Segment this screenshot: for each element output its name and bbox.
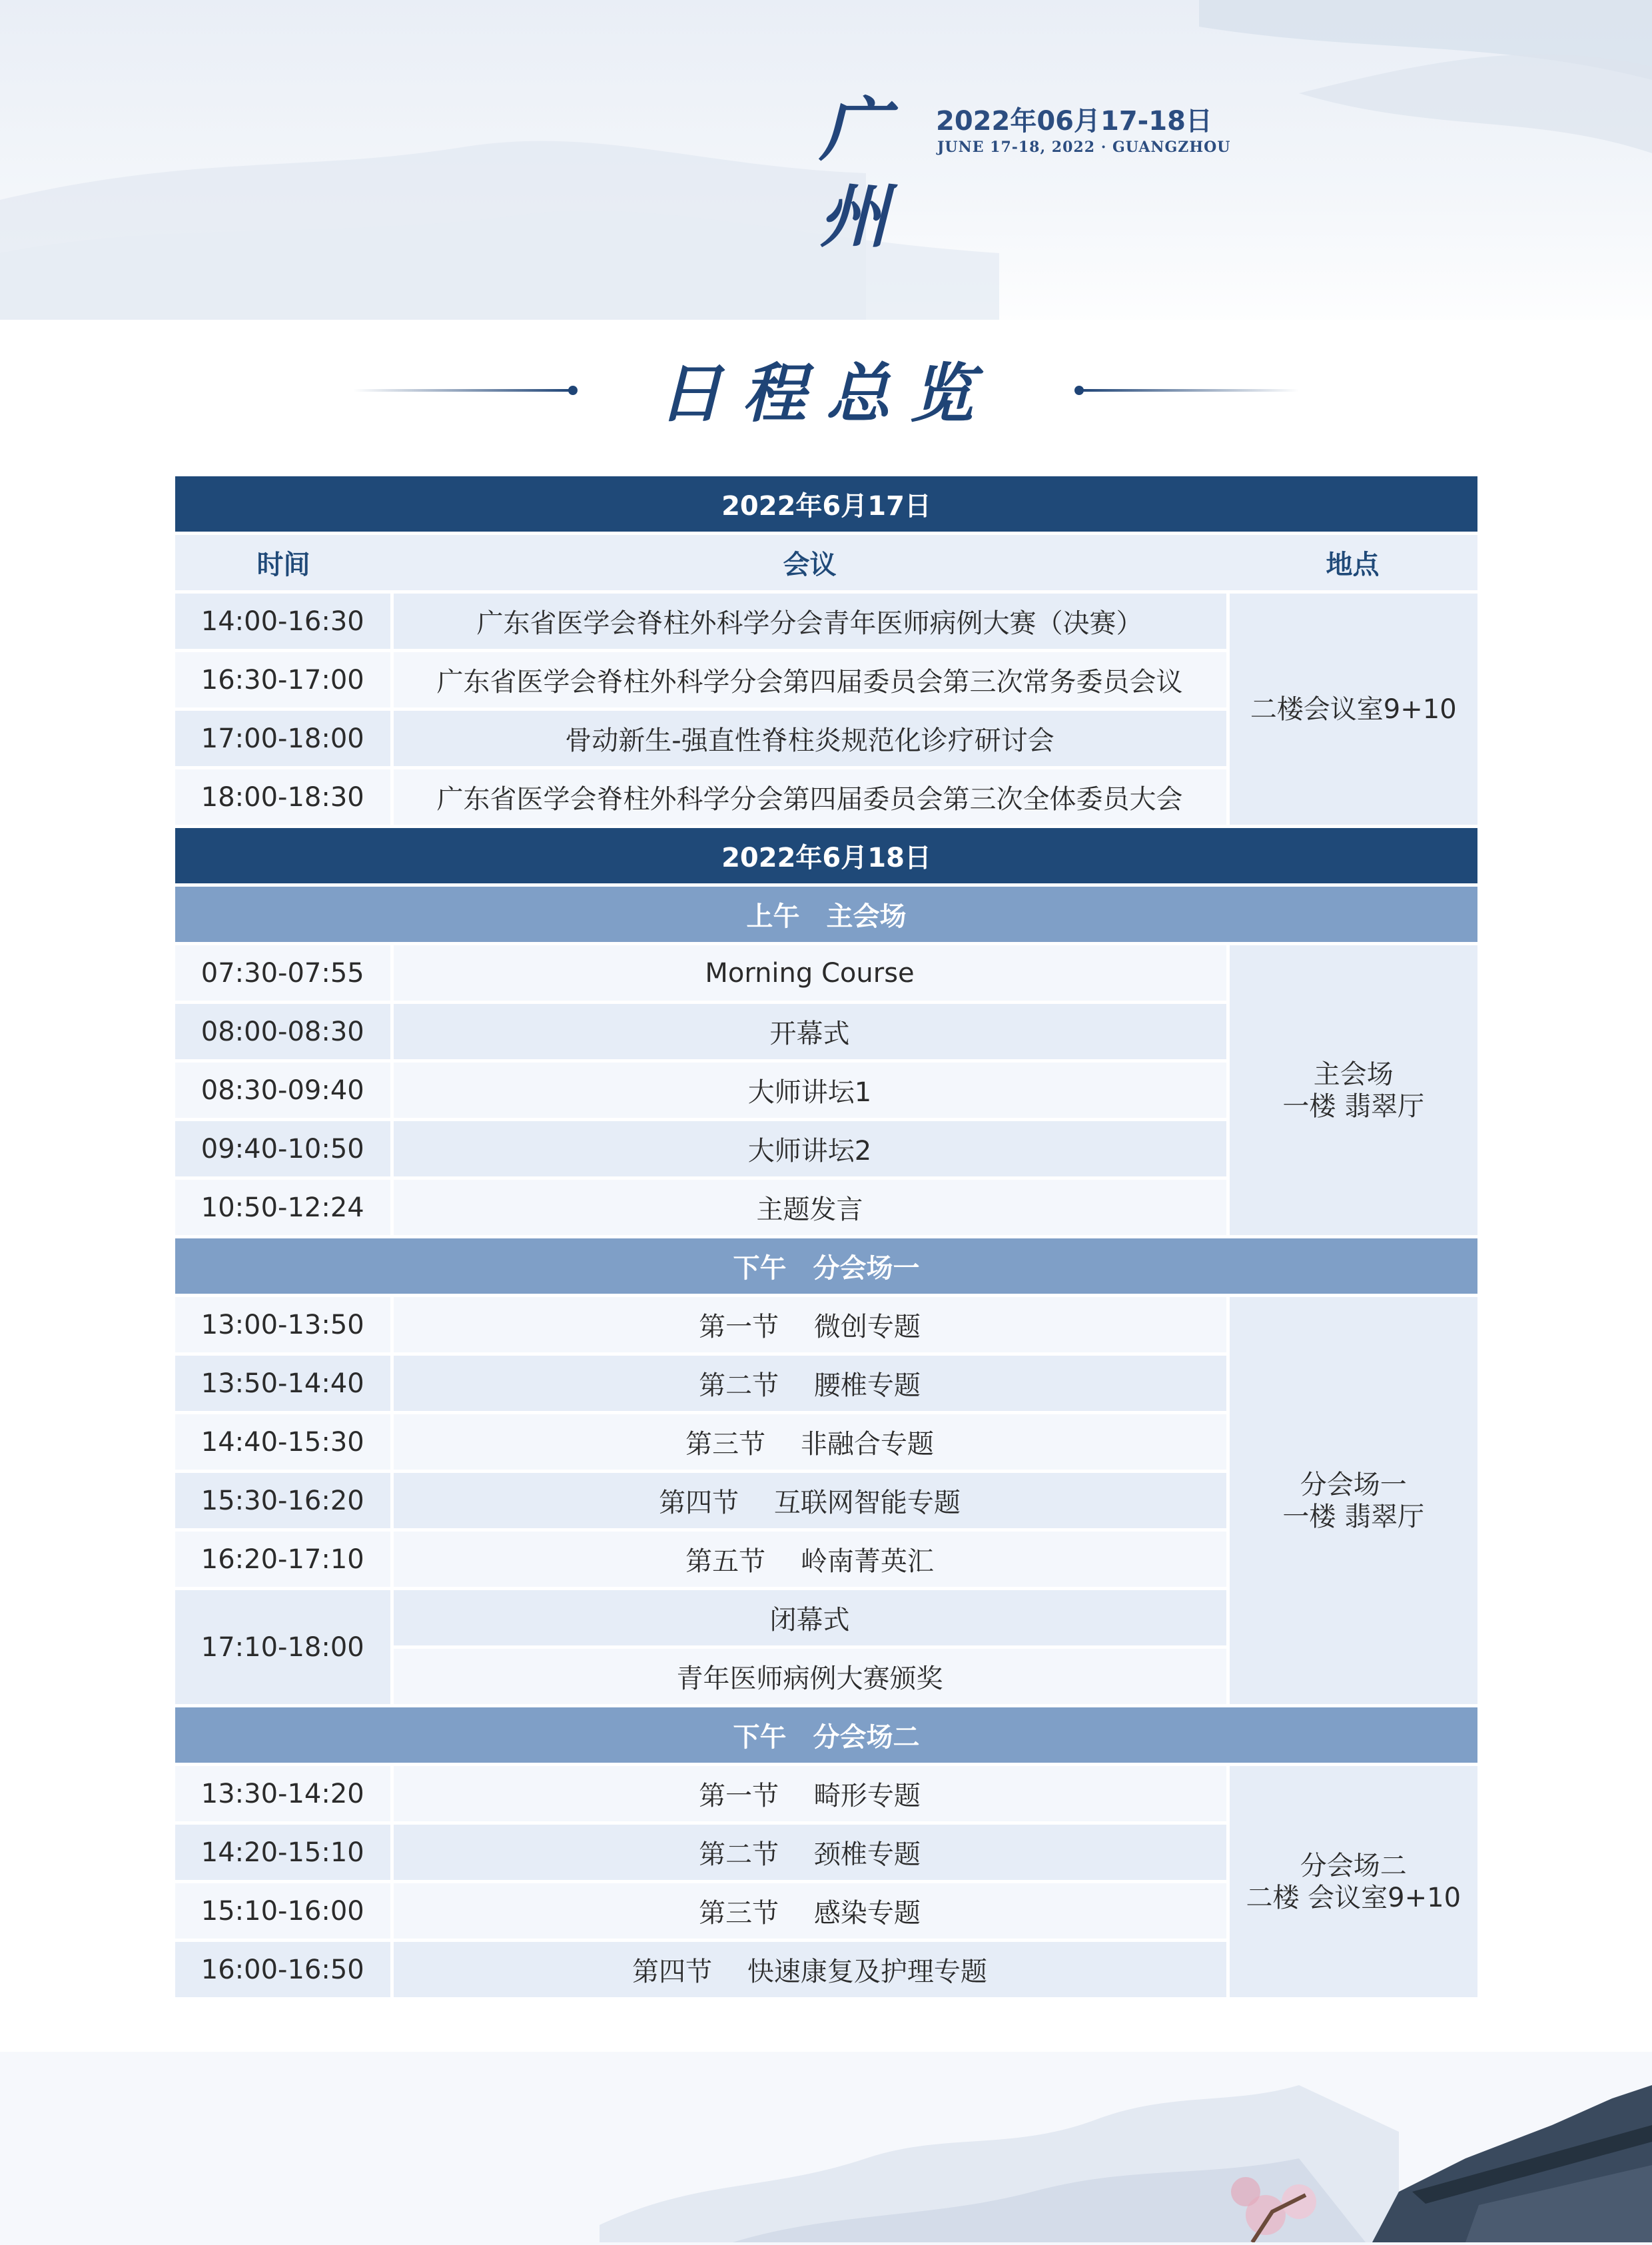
row-meeting: 第五节 岭南菁英汇 xyxy=(392,1530,1228,1589)
day1-date-row xyxy=(175,476,1477,534)
place-line1: 分会场二 xyxy=(1300,1850,1407,1881)
title-divider-right xyxy=(1079,389,1299,392)
session-place xyxy=(1228,1296,1477,1706)
session-place xyxy=(1228,1765,1477,1999)
row-meeting: 主题发言 xyxy=(392,1178,1228,1237)
session-place xyxy=(1228,944,1477,1237)
session-venue: 主会场 xyxy=(826,901,907,932)
row-meeting: 大师讲坛2 xyxy=(392,1120,1228,1178)
table-row xyxy=(175,944,1477,1003)
place-line1: 分会场一 xyxy=(1300,1469,1407,1500)
row-meeting: 骨动新生-强直性脊柱炎规范化诊疗研讨会 xyxy=(392,709,1228,768)
place-line2: 二楼 会议室9+10 xyxy=(1246,1882,1461,1913)
table-row xyxy=(175,1296,1477,1354)
header-meeting: 会议 xyxy=(392,534,1228,592)
session-header-row xyxy=(175,1237,1477,1296)
session-title xyxy=(175,1237,1477,1296)
event-date-cn: 2022年06月17-18日 xyxy=(936,106,1212,137)
session-period: 上午 xyxy=(746,901,800,932)
guangzhou-calligraphy-logo: 广州 xyxy=(819,89,885,257)
row-meeting: 第三节 感染专题 xyxy=(392,1882,1228,1941)
row-time: 16:00-16:50 xyxy=(175,1941,392,1999)
table-row xyxy=(175,592,1477,651)
row-meeting: Morning Course xyxy=(392,944,1228,1003)
row-meeting: 大师讲坛1 xyxy=(392,1061,1228,1120)
row-time: 08:30-09:40 xyxy=(175,1061,392,1120)
row-meeting: 第二节 腰椎专题 xyxy=(392,1354,1228,1413)
bottom-landscape-decoration xyxy=(0,2025,1652,2242)
session-period: 下午 xyxy=(733,1722,787,1753)
row-time: 10:50-12:24 xyxy=(175,1178,392,1237)
row-time: 13:30-14:20 xyxy=(175,1765,392,1823)
place-line2: 一楼 翡翠厅 xyxy=(1282,1501,1425,1532)
row-time: 14:40-15:30 xyxy=(175,1413,392,1472)
row-meeting: 第三节 非融合专题 xyxy=(392,1413,1228,1472)
row-time: 17:00-18:00 xyxy=(175,709,392,768)
row-time: 16:30-17:00 xyxy=(175,651,392,709)
row-time: 13:50-14:40 xyxy=(175,1354,392,1413)
session-title xyxy=(175,885,1477,944)
row-meeting: 广东省医学会脊柱外科学分会青年医师病例大赛（决赛） xyxy=(392,592,1228,651)
row-meeting: 开幕式 xyxy=(392,1003,1228,1061)
day1-date: 2022年6月17日 xyxy=(175,476,1477,534)
row-time: 07:30-07:55 xyxy=(175,944,392,1003)
row-meeting: 第四节 互联网智能专题 xyxy=(392,1472,1228,1530)
schedule-table xyxy=(175,476,1477,2001)
page-title: 日程总览 xyxy=(658,356,994,431)
session-venue: 分会场二 xyxy=(813,1722,920,1753)
header-time: 时间 xyxy=(175,534,392,592)
session-header-row xyxy=(175,885,1477,944)
row-meeting: 闭幕式 xyxy=(392,1589,1228,1647)
session-title xyxy=(175,1706,1477,1765)
row-time: 17:10-18:00 xyxy=(175,1589,392,1706)
row-time: 09:40-10:50 xyxy=(175,1120,392,1178)
row-meeting: 广东省医学会脊柱外科学分会第四届委员会第三次全体委员大会 xyxy=(392,768,1228,827)
row-meeting: 广东省医学会脊柱外科学分会第四届委员会第三次常务委员会议 xyxy=(392,651,1228,709)
row-time: 15:30-16:20 xyxy=(175,1472,392,1530)
row-meeting: 第四节 快速康复及护理专题 xyxy=(392,1941,1228,1999)
row-meeting: 第二节 颈椎专题 xyxy=(392,1823,1228,1882)
session-venue: 分会场一 xyxy=(813,1253,920,1284)
row-meeting: 青年医师病例大赛颁奖 xyxy=(392,1647,1228,1706)
day2-date: 2022年6月18日 xyxy=(175,827,1477,885)
event-logo xyxy=(819,87,1286,257)
row-meeting: 第一节 微创专题 xyxy=(392,1296,1228,1354)
day2-date-row xyxy=(175,827,1477,885)
row-time: 14:20-15:10 xyxy=(175,1823,392,1882)
row-time: 14:00-16:30 xyxy=(175,592,392,651)
row-time: 08:00-08:30 xyxy=(175,1003,392,1061)
session-header-row xyxy=(175,1706,1477,1765)
place-line2: 一楼 翡翠厅 xyxy=(1282,1091,1425,1122)
row-time: 18:00-18:30 xyxy=(175,768,392,827)
row-time: 16:20-17:10 xyxy=(175,1530,392,1589)
row-meeting: 第一节 畸形专题 xyxy=(392,1765,1228,1823)
session-period: 下午 xyxy=(733,1253,787,1284)
table-row xyxy=(175,1765,1477,1823)
mountains-and-pagoda-illustration xyxy=(0,2025,1652,2242)
header-place: 地点 xyxy=(1228,534,1477,592)
day1-place: 二楼会议室9+10 xyxy=(1228,592,1477,827)
row-time: 13:00-13:50 xyxy=(175,1296,392,1354)
event-date-en: JUNE 17-18, 2022 · GUANGZHOU xyxy=(937,139,1231,156)
row-time: 15:10-16:00 xyxy=(175,1882,392,1941)
place-line1: 主会场 xyxy=(1313,1059,1394,1090)
table-header-row xyxy=(175,534,1477,592)
